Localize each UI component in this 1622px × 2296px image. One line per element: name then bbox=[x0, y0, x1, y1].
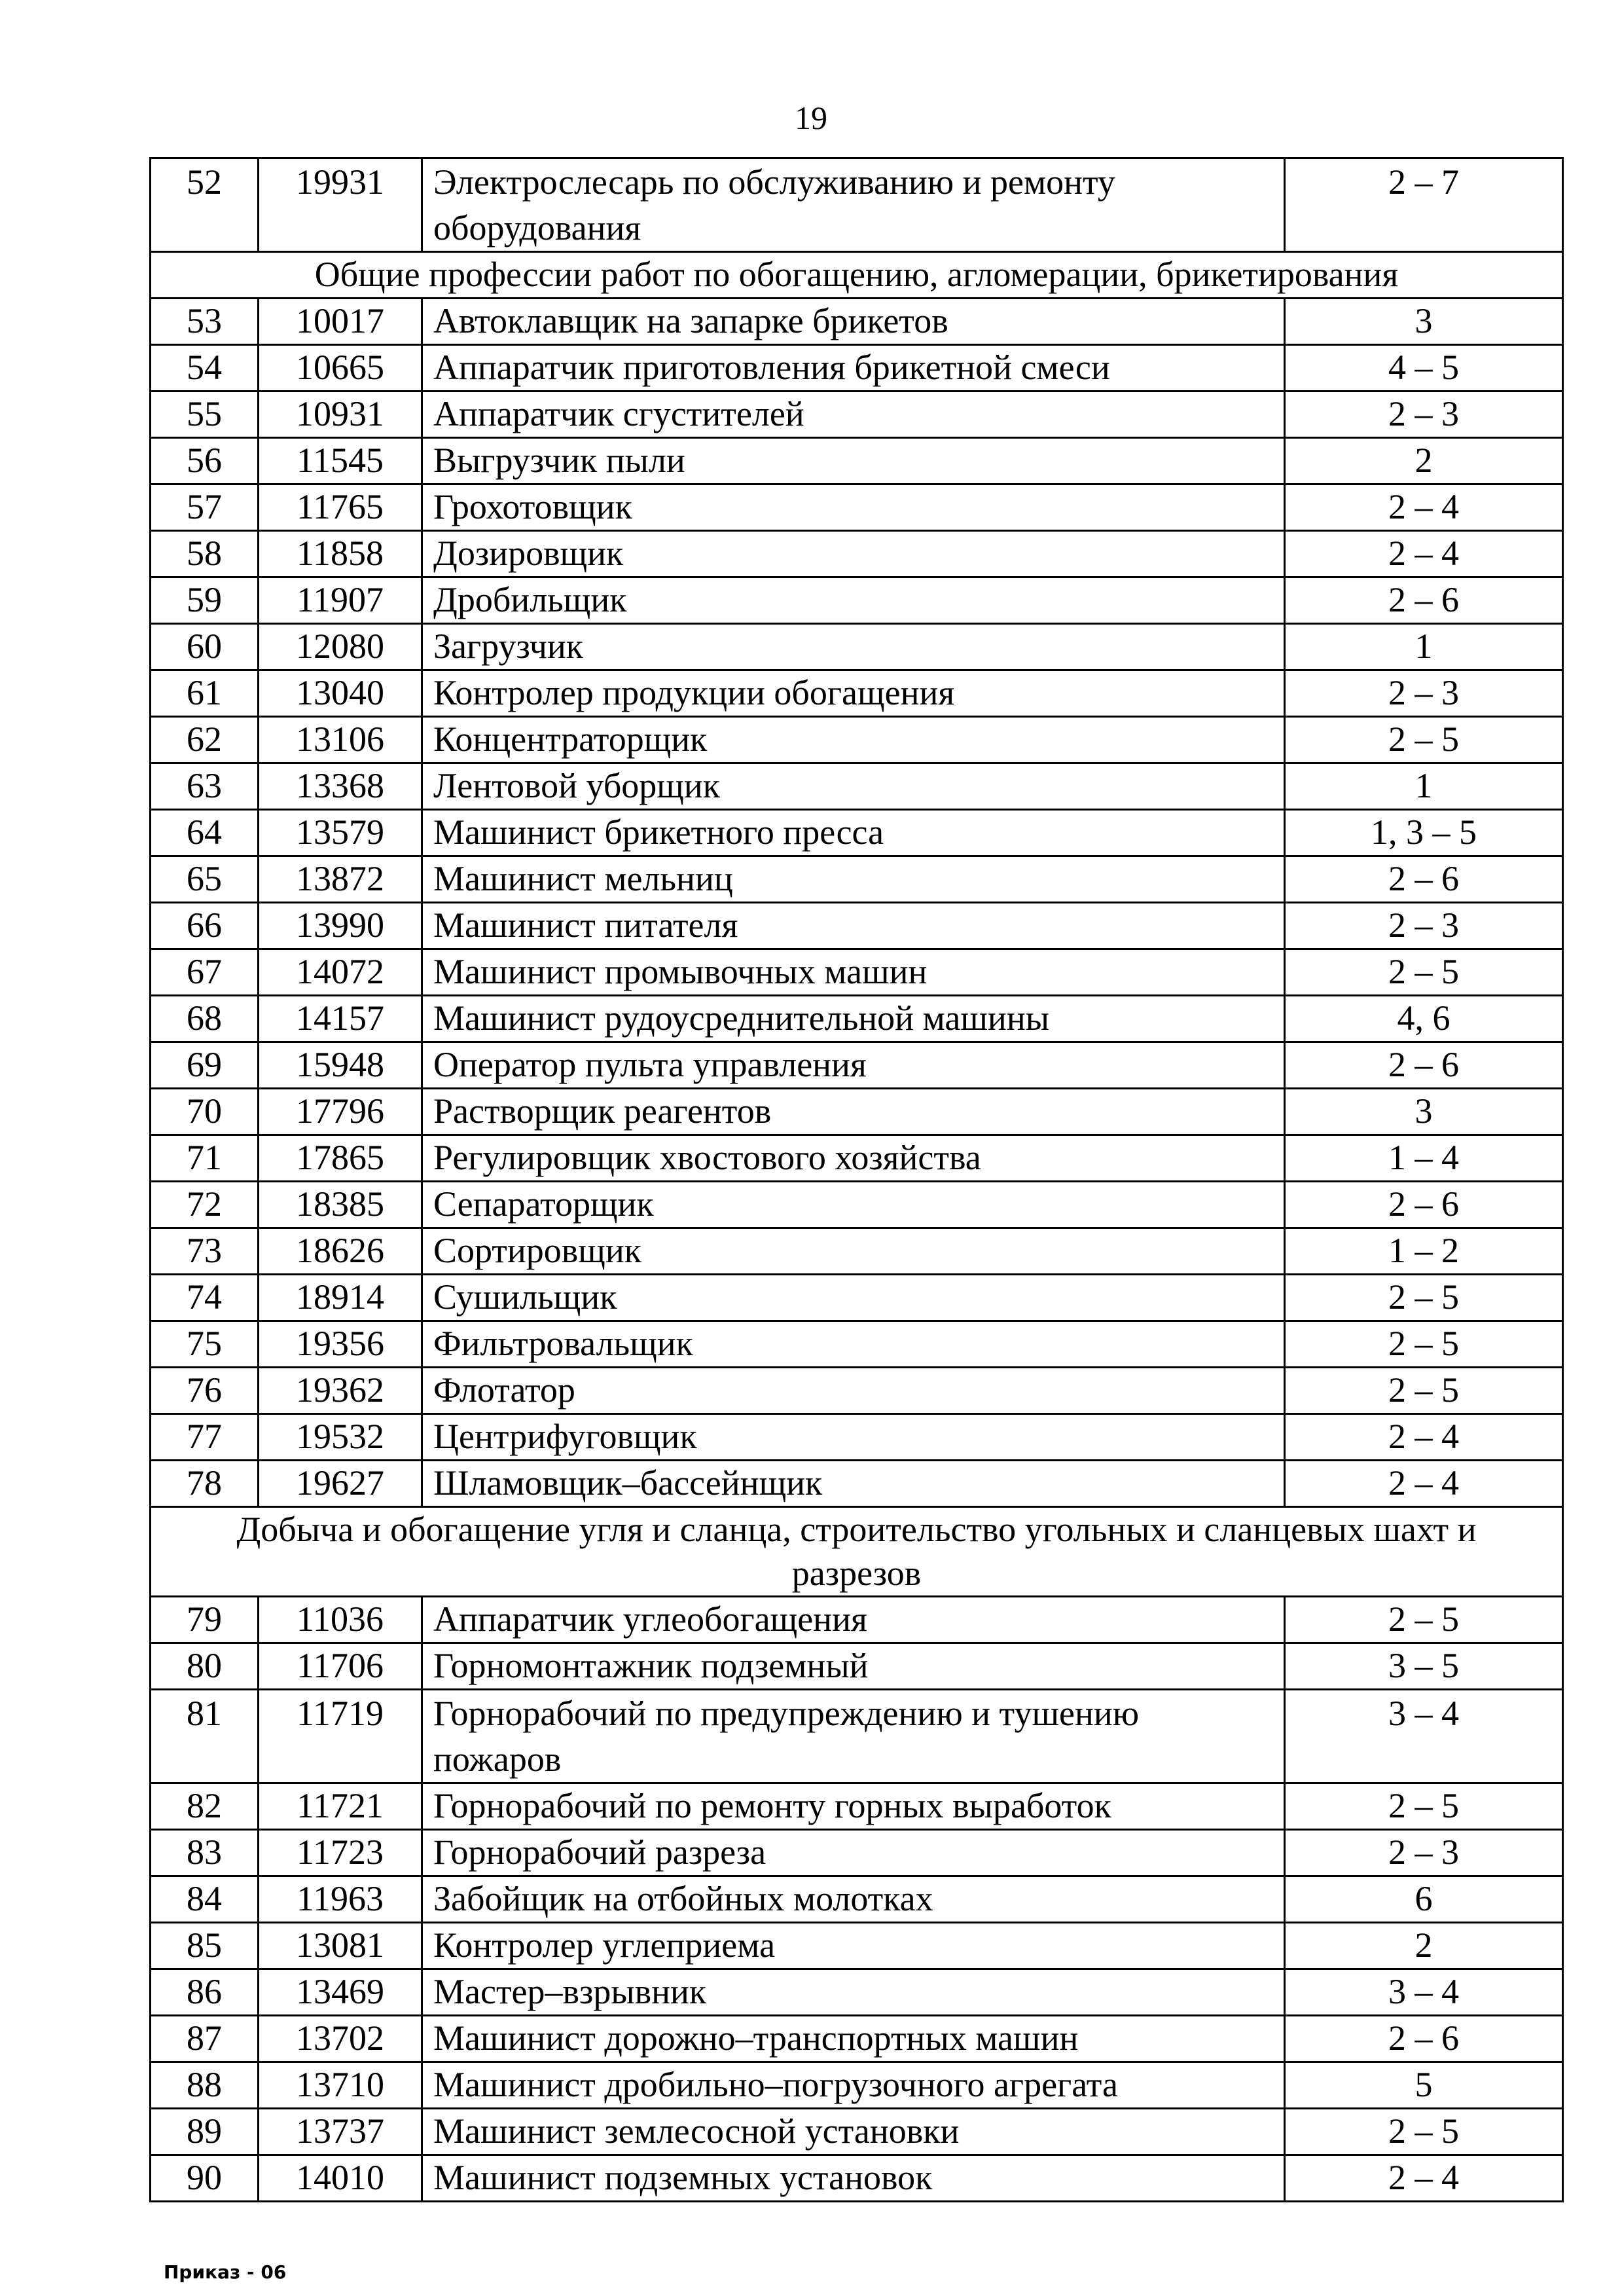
profession-code: 13737 bbox=[259, 2109, 422, 2155]
profession-name: Машинист подземных установок bbox=[422, 2155, 1285, 2202]
profession-code: 11723 bbox=[259, 1830, 422, 1876]
profession-name: Машинист дробильно–погрузочного агрегата bbox=[422, 2062, 1285, 2109]
profession-code: 13040 bbox=[259, 670, 422, 717]
table-row bbox=[151, 996, 1563, 1042]
table-row bbox=[151, 1321, 1563, 1368]
grade-range: 2 – 6 bbox=[1285, 856, 1563, 903]
row-number: 73 bbox=[151, 1228, 259, 1275]
row-number: 56 bbox=[151, 438, 259, 484]
row-number: 65 bbox=[151, 856, 259, 903]
grade-range: 2 – 3 bbox=[1285, 1830, 1563, 1876]
row-number: 85 bbox=[151, 1923, 259, 1969]
profession-code: 11036 bbox=[259, 1597, 422, 1643]
table-row bbox=[151, 2155, 1563, 2202]
profession-name: Сортировщик bbox=[422, 1228, 1285, 1275]
table-row bbox=[151, 1042, 1563, 1089]
profession-name: Горномонтажник подземный bbox=[422, 1643, 1285, 1690]
table-row bbox=[151, 1969, 1563, 2016]
table-row bbox=[151, 1414, 1563, 1461]
profession-code: 19627 bbox=[259, 1461, 422, 1507]
row-number: 90 bbox=[151, 2155, 259, 2202]
grade-range: 2 – 4 bbox=[1285, 484, 1563, 531]
table-row bbox=[151, 1089, 1563, 1135]
table-row bbox=[151, 1876, 1563, 1923]
grade-range: 2 – 6 bbox=[1285, 1042, 1563, 1089]
grade-range: 1 – 2 bbox=[1285, 1228, 1563, 1275]
profession-name: Горнорабочий разреза bbox=[422, 1830, 1285, 1876]
table-row bbox=[151, 2016, 1563, 2062]
row-number: 53 bbox=[151, 299, 259, 345]
profession-code: 14072 bbox=[259, 949, 422, 996]
row-number: 72 bbox=[151, 1182, 259, 1228]
row-number: 83 bbox=[151, 1830, 259, 1876]
profession-name: Машинист рудоусреднительной машины bbox=[422, 996, 1285, 1042]
grade-range: 1 – 4 bbox=[1285, 1135, 1563, 1182]
row-number: 59 bbox=[151, 577, 259, 624]
grade-range: 3 – 4 bbox=[1285, 1690, 1563, 1783]
table-row bbox=[151, 717, 1563, 763]
profession-code: 19356 bbox=[259, 1321, 422, 1368]
profession-name: Шламовщик–бассейнщик bbox=[422, 1461, 1285, 1507]
profession-code: 18914 bbox=[259, 1275, 422, 1321]
profession-name: Электрослесарь по обслуживанию и ремонту оборудования bbox=[422, 158, 1285, 252]
profession-name: Контролер углеприема bbox=[422, 1923, 1285, 1969]
table-row bbox=[151, 1135, 1563, 1182]
table-row bbox=[151, 1783, 1563, 1830]
table-row bbox=[151, 299, 1563, 345]
row-number: 86 bbox=[151, 1969, 259, 2016]
grade-range: 2 – 5 bbox=[1285, 1275, 1563, 1321]
profession-name: Регулировщик хвостового хозяйства bbox=[422, 1135, 1285, 1182]
table-row bbox=[151, 903, 1563, 949]
profession-name: Горнорабочий по ремонту горных выработок bbox=[422, 1783, 1285, 1830]
row-number: 68 bbox=[151, 996, 259, 1042]
profession-name: Машинист мельниц bbox=[422, 856, 1285, 903]
row-number: 67 bbox=[151, 949, 259, 996]
grade-range: 5 bbox=[1285, 2062, 1563, 2109]
grade-range: 2 – 4 bbox=[1285, 2155, 1563, 2202]
profession-code: 10665 bbox=[259, 345, 422, 392]
grade-range: 6 bbox=[1285, 1876, 1563, 1923]
profession-name: Сепараторщик bbox=[422, 1182, 1285, 1228]
grade-range: 2 – 3 bbox=[1285, 392, 1563, 438]
profession-name: Центрифуговщик bbox=[422, 1414, 1285, 1461]
row-number: 55 bbox=[151, 392, 259, 438]
professions-table-body bbox=[151, 158, 1563, 2202]
row-number: 61 bbox=[151, 670, 259, 717]
profession-name: Горнорабочий по предупреждению и тушению пожаров bbox=[422, 1690, 1285, 1783]
profession-code: 17865 bbox=[259, 1135, 422, 1182]
profession-name: Машинист промывочных машин bbox=[422, 949, 1285, 996]
profession-code: 13990 bbox=[259, 903, 422, 949]
table-row bbox=[151, 577, 1563, 624]
grade-range: 2 – 6 bbox=[1285, 577, 1563, 624]
grade-range: 2 – 3 bbox=[1285, 670, 1563, 717]
row-number: 71 bbox=[151, 1135, 259, 1182]
table-row bbox=[151, 345, 1563, 392]
section-header-row bbox=[151, 252, 1563, 299]
row-number: 84 bbox=[151, 1876, 259, 1923]
profession-code: 13368 bbox=[259, 763, 422, 810]
profession-name: Дробильщик bbox=[422, 577, 1285, 624]
profession-name: Забойщик на отбойных молотках bbox=[422, 1876, 1285, 1923]
profession-name: Аппаратчик углеобогащения bbox=[422, 1597, 1285, 1643]
row-number: 66 bbox=[151, 903, 259, 949]
table-row bbox=[151, 624, 1563, 670]
profession-code: 11963 bbox=[259, 1876, 422, 1923]
grade-range: 1 bbox=[1285, 624, 1563, 670]
profession-name: Лентовой уборщик bbox=[422, 763, 1285, 810]
grade-range: 2 – 5 bbox=[1285, 1321, 1563, 1368]
profession-code: 13579 bbox=[259, 810, 422, 856]
profession-code: 13081 bbox=[259, 1923, 422, 1969]
grade-range: 2 – 6 bbox=[1285, 1182, 1563, 1228]
grade-range: 2 – 5 bbox=[1285, 949, 1563, 996]
row-number: 64 bbox=[151, 810, 259, 856]
table-row bbox=[151, 2109, 1563, 2155]
profession-code: 11545 bbox=[259, 438, 422, 484]
profession-name: Машинист брикетного пресса bbox=[422, 810, 1285, 856]
profession-name: Выгрузчик пыли bbox=[422, 438, 1285, 484]
grade-range: 2 – 5 bbox=[1285, 1597, 1563, 1643]
table-row bbox=[151, 158, 1563, 252]
profession-code: 13469 bbox=[259, 1969, 422, 2016]
profession-code: 19362 bbox=[259, 1368, 422, 1414]
table-row bbox=[151, 856, 1563, 903]
profession-name: Сушильщик bbox=[422, 1275, 1285, 1321]
grade-range: 3 bbox=[1285, 1089, 1563, 1135]
profession-code: 14157 bbox=[259, 996, 422, 1042]
table-row bbox=[151, 438, 1563, 484]
row-number: 88 bbox=[151, 2062, 259, 2109]
profession-name: Дозировщик bbox=[422, 531, 1285, 577]
grade-range: 3 – 5 bbox=[1285, 1643, 1563, 1690]
table-row bbox=[151, 2062, 1563, 2109]
profession-code: 19532 bbox=[259, 1414, 422, 1461]
profession-code: 11706 bbox=[259, 1643, 422, 1690]
grade-range: 2 – 5 bbox=[1285, 2109, 1563, 2155]
table-row bbox=[151, 1461, 1563, 1507]
grade-range: 2 – 5 bbox=[1285, 717, 1563, 763]
section-title: Добыча и обогащение угля и сланца, строительство угольных и сланцевых шахт и разрезов bbox=[151, 1507, 1563, 1597]
profession-code: 18626 bbox=[259, 1228, 422, 1275]
row-number: 82 bbox=[151, 1783, 259, 1830]
profession-code: 19931 bbox=[259, 158, 422, 252]
row-number: 57 bbox=[151, 484, 259, 531]
row-number: 79 bbox=[151, 1597, 259, 1643]
row-number: 54 bbox=[151, 345, 259, 392]
row-number: 77 bbox=[151, 1414, 259, 1461]
profession-name: Оператор пульта управления bbox=[422, 1042, 1285, 1089]
row-number: 60 bbox=[151, 624, 259, 670]
grade-range: 1, 3 – 5 bbox=[1285, 810, 1563, 856]
profession-code: 10017 bbox=[259, 299, 422, 345]
row-number: 87 bbox=[151, 2016, 259, 2062]
table-row bbox=[151, 1597, 1563, 1643]
table-row bbox=[151, 484, 1563, 531]
profession-code: 11721 bbox=[259, 1783, 422, 1830]
profession-name: Аппаратчик сгустителей bbox=[422, 392, 1285, 438]
profession-code: 10931 bbox=[259, 392, 422, 438]
profession-name: Мастер–взрывник bbox=[422, 1969, 1285, 2016]
table-row bbox=[151, 1182, 1563, 1228]
grade-range: 4, 6 bbox=[1285, 996, 1563, 1042]
row-number: 81 bbox=[151, 1690, 259, 1783]
grade-range: 2 – 7 bbox=[1285, 158, 1563, 252]
table-row bbox=[151, 949, 1563, 996]
profession-code: 11719 bbox=[259, 1690, 422, 1783]
section-title: Общие профессии работ по обогащению, агломерации, брикетирования bbox=[151, 252, 1563, 299]
profession-name: Контролер продукции обогащения bbox=[422, 670, 1285, 717]
row-number: 52 bbox=[151, 158, 259, 252]
profession-code: 11858 bbox=[259, 531, 422, 577]
profession-code: 15948 bbox=[259, 1042, 422, 1089]
table-row bbox=[151, 1368, 1563, 1414]
row-number: 69 bbox=[151, 1042, 259, 1089]
profession-code: 17796 bbox=[259, 1089, 422, 1135]
profession-code: 13106 bbox=[259, 717, 422, 763]
profession-code: 13710 bbox=[259, 2062, 422, 2109]
table-row bbox=[151, 1923, 1563, 1969]
profession-code: 11765 bbox=[259, 484, 422, 531]
professions-table bbox=[149, 157, 1564, 2202]
profession-name: Аппаратчик приготовления брикетной смеси bbox=[422, 345, 1285, 392]
page-number: 19 bbox=[795, 100, 827, 136]
table-row bbox=[151, 1690, 1563, 1783]
grade-range: 2 – 4 bbox=[1285, 1461, 1563, 1507]
profession-name: Фильтровальщик bbox=[422, 1321, 1285, 1368]
table-row bbox=[151, 392, 1563, 438]
row-number: 75 bbox=[151, 1321, 259, 1368]
section-header-row bbox=[151, 1507, 1563, 1597]
table-row bbox=[151, 1830, 1563, 1876]
table-row bbox=[151, 531, 1563, 577]
table-row bbox=[151, 763, 1563, 810]
row-number: 74 bbox=[151, 1275, 259, 1321]
grade-range: 2 – 4 bbox=[1285, 1414, 1563, 1461]
row-number: 58 bbox=[151, 531, 259, 577]
profession-code: 13872 bbox=[259, 856, 422, 903]
grade-range: 2 bbox=[1285, 438, 1563, 484]
profession-name: Концентраторщик bbox=[422, 717, 1285, 763]
grade-range: 3 bbox=[1285, 299, 1563, 345]
grade-range: 2 – 5 bbox=[1285, 1783, 1563, 1830]
table-row bbox=[151, 1275, 1563, 1321]
profession-code: 11907 bbox=[259, 577, 422, 624]
row-number: 78 bbox=[151, 1461, 259, 1507]
row-number: 70 bbox=[151, 1089, 259, 1135]
profession-name: Автоклавщик на запарке брикетов bbox=[422, 299, 1285, 345]
table-row bbox=[151, 810, 1563, 856]
profession-code: 18385 bbox=[259, 1182, 422, 1228]
table-row bbox=[151, 670, 1563, 717]
profession-name: Машинист питателя bbox=[422, 903, 1285, 949]
row-number: 80 bbox=[151, 1643, 259, 1690]
profession-code: 14010 bbox=[259, 2155, 422, 2202]
grade-range: 1 bbox=[1285, 763, 1563, 810]
profession-name: Растворщик реагентов bbox=[422, 1089, 1285, 1135]
grade-range: 2 – 5 bbox=[1285, 1368, 1563, 1414]
footer-order-mark: Приказ - 06 bbox=[164, 2261, 287, 2283]
grade-range: 2 bbox=[1285, 1923, 1563, 1969]
profession-name: Флотатор bbox=[422, 1368, 1285, 1414]
row-number: 62 bbox=[151, 717, 259, 763]
row-number: 76 bbox=[151, 1368, 259, 1414]
profession-name: Машинист дорожно–транспортных машин bbox=[422, 2016, 1285, 2062]
grade-range: 3 – 4 bbox=[1285, 1969, 1563, 2016]
row-number: 89 bbox=[151, 2109, 259, 2155]
profession-code: 13702 bbox=[259, 2016, 422, 2062]
profession-name: Загрузчик bbox=[422, 624, 1285, 670]
grade-range: 4 – 5 bbox=[1285, 345, 1563, 392]
table-row bbox=[151, 1228, 1563, 1275]
row-number: 63 bbox=[151, 763, 259, 810]
profession-code: 12080 bbox=[259, 624, 422, 670]
grade-range: 2 – 3 bbox=[1285, 903, 1563, 949]
table-row bbox=[151, 1643, 1563, 1690]
profession-name: Машинист землесосной установки bbox=[422, 2109, 1285, 2155]
profession-name: Грохотовщик bbox=[422, 484, 1285, 531]
grade-range: 2 – 4 bbox=[1285, 531, 1563, 577]
grade-range: 2 – 6 bbox=[1285, 2016, 1563, 2062]
